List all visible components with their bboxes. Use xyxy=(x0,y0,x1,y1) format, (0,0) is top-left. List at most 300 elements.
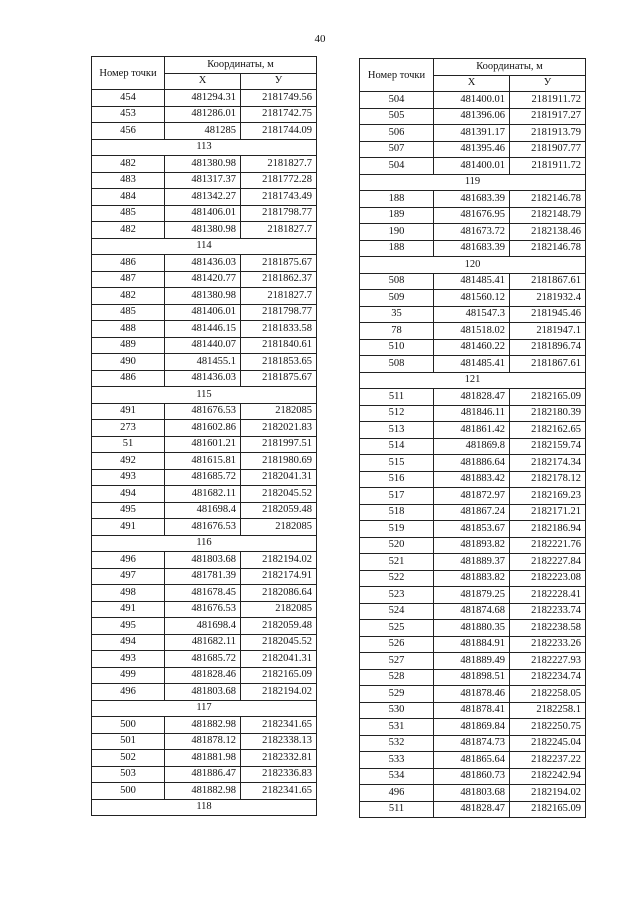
y-coordinate-cell: 2181980.69 xyxy=(241,453,317,470)
y-coordinate-cell: 2181743.49 xyxy=(241,189,317,206)
y-coordinate-cell: 2181744.09 xyxy=(241,123,317,140)
point-number-cell: 456 xyxy=(92,123,165,140)
point-number-cell: 484 xyxy=(92,189,165,206)
y-coordinate-cell: 2182228.41 xyxy=(510,587,586,604)
y-coordinate-cell: 2182186.94 xyxy=(510,521,586,538)
point-number-cell: 503 xyxy=(92,766,165,783)
point-number-cell: 532 xyxy=(360,735,434,752)
table-row xyxy=(360,125,586,142)
y-coordinate-cell: 2181997.51 xyxy=(241,436,317,453)
y-coordinate-cell: 2182059.48 xyxy=(241,502,317,519)
group-row xyxy=(92,139,317,156)
y-coordinate-cell: 2182086.64 xyxy=(241,585,317,602)
y-coordinate-cell: 2182221.76 xyxy=(510,537,586,554)
point-number-cell: 517 xyxy=(360,488,434,505)
x-coordinate-cell: 481380.98 xyxy=(165,288,241,305)
table-row xyxy=(360,108,586,125)
point-number-cell: 533 xyxy=(360,752,434,769)
y-coordinate-cell: 2182338.13 xyxy=(241,733,317,750)
point-number-cell: 493 xyxy=(92,651,165,668)
point-number-cell: 482 xyxy=(92,288,165,305)
y-coordinate-cell: 2182238.58 xyxy=(510,620,586,637)
x-coordinate-cell: 481400.01 xyxy=(434,158,510,175)
y-coordinate-cell: 2182165.09 xyxy=(510,389,586,406)
table-row xyxy=(360,455,586,472)
y-coordinate-cell: 2182045.52 xyxy=(241,634,317,651)
table-row xyxy=(92,172,317,189)
x-coordinate-cell: 481781.39 xyxy=(165,568,241,585)
x-coordinate-cell: 481867.24 xyxy=(434,504,510,521)
x-coordinate-cell: 481874.73 xyxy=(434,735,510,752)
point-number-cell: 501 xyxy=(92,733,165,750)
x-coordinate-cell: 481828.47 xyxy=(434,801,510,818)
table-row xyxy=(360,620,586,637)
table-row xyxy=(360,290,586,307)
x-coordinate-cell: 481406.01 xyxy=(165,205,241,222)
point-number-cell: 526 xyxy=(360,636,434,653)
y-coordinate-cell: 2182242.94 xyxy=(510,768,586,785)
point-number-cell: 512 xyxy=(360,405,434,422)
table-row xyxy=(92,436,317,453)
y-coordinate-cell: 2182041.31 xyxy=(241,469,317,486)
y-coordinate-cell: 2181827.7 xyxy=(241,288,317,305)
point-number-cell: 504 xyxy=(360,158,434,175)
point-number-cell: 511 xyxy=(360,389,434,406)
point-number-cell: 523 xyxy=(360,587,434,604)
group-number: 114 xyxy=(92,238,317,255)
table-row xyxy=(92,255,317,272)
table-row xyxy=(92,321,317,338)
table-row xyxy=(92,304,317,321)
point-number-cell: 483 xyxy=(92,172,165,189)
table-row xyxy=(360,653,586,670)
x-coordinate-cell: 481878.41 xyxy=(434,702,510,719)
table-row xyxy=(360,504,586,521)
y-coordinate-cell: 2182159.74 xyxy=(510,438,586,455)
point-number-cell: 488 xyxy=(92,321,165,338)
y-coordinate-cell: 2181867.61 xyxy=(510,356,586,373)
x-coordinate-cell: 481602.86 xyxy=(165,420,241,437)
point-number-cell: 491 xyxy=(92,519,165,536)
point-number-cell: 521 xyxy=(360,554,434,571)
page-number: 40 xyxy=(314,33,326,45)
y-coordinate-cell: 2182332.81 xyxy=(241,750,317,767)
y-coordinate-cell: 2182162.65 xyxy=(510,422,586,439)
point-number-cell: 500 xyxy=(92,783,165,800)
x-coordinate-cell: 481881.98 xyxy=(165,750,241,767)
y-coordinate-cell: 2182085 xyxy=(241,519,317,536)
x-coordinate-cell: 481828.46 xyxy=(165,667,241,684)
y-coordinate-cell: 2181911.72 xyxy=(510,158,586,175)
table-row xyxy=(92,271,317,288)
y-coordinate-cell: 2181833.58 xyxy=(241,321,317,338)
y-coordinate-cell: 2182146.78 xyxy=(510,191,586,208)
header-y: У xyxy=(510,75,586,92)
table-row xyxy=(92,634,317,651)
point-number-cell: 534 xyxy=(360,768,434,785)
x-coordinate-cell: 481286.01 xyxy=(165,106,241,123)
x-coordinate-cell: 481861.42 xyxy=(434,422,510,439)
x-coordinate-cell: 481673.72 xyxy=(434,224,510,241)
x-coordinate-cell: 481391.17 xyxy=(434,125,510,142)
y-coordinate-cell: 2182233.26 xyxy=(510,636,586,653)
point-number-cell: 486 xyxy=(92,255,165,272)
point-number-cell: 506 xyxy=(360,125,434,142)
x-coordinate-cell: 481460.22 xyxy=(434,339,510,356)
x-coordinate-cell: 481380.98 xyxy=(165,222,241,239)
group-number: 119 xyxy=(360,174,586,191)
x-coordinate-cell: 481882.98 xyxy=(165,717,241,734)
table-row xyxy=(360,537,586,554)
x-coordinate-cell: 481878.12 xyxy=(165,733,241,750)
y-coordinate-cell: 2181945.46 xyxy=(510,306,586,323)
table-row xyxy=(92,486,317,503)
table-row xyxy=(360,306,586,323)
point-number-cell: 497 xyxy=(92,568,165,585)
y-coordinate-cell: 2181742.75 xyxy=(241,106,317,123)
y-coordinate-cell: 2181840.61 xyxy=(241,337,317,354)
x-coordinate-cell: 481898.51 xyxy=(434,669,510,686)
table-row xyxy=(360,389,586,406)
point-number-cell: 482 xyxy=(92,222,165,239)
x-coordinate-cell: 481889.37 xyxy=(434,554,510,571)
y-coordinate-cell: 2182341.65 xyxy=(241,783,317,800)
x-coordinate-cell: 481676.53 xyxy=(165,403,241,420)
y-coordinate-cell: 2182227.93 xyxy=(510,653,586,670)
x-coordinate-cell: 481683.39 xyxy=(434,240,510,257)
x-coordinate-cell: 481400.01 xyxy=(434,92,510,109)
x-coordinate-cell: 481683.39 xyxy=(434,191,510,208)
x-coordinate-cell: 481678.45 xyxy=(165,585,241,602)
x-coordinate-cell: 481853.67 xyxy=(434,521,510,538)
point-number-cell: 485 xyxy=(92,205,165,222)
y-coordinate-cell: 2182180.39 xyxy=(510,405,586,422)
table-row xyxy=(92,733,317,750)
point-number-cell: 78 xyxy=(360,323,434,340)
table-row xyxy=(360,719,586,736)
point-number-cell: 508 xyxy=(360,356,434,373)
x-coordinate-cell: 481676.53 xyxy=(165,519,241,536)
table-row xyxy=(92,469,317,486)
y-coordinate-cell: 2182194.02 xyxy=(510,785,586,802)
x-coordinate-cell: 481886.47 xyxy=(165,766,241,783)
table-row xyxy=(360,224,586,241)
x-coordinate-cell: 481828.47 xyxy=(434,389,510,406)
x-coordinate-cell: 481294.31 xyxy=(165,90,241,107)
y-coordinate-cell: 2182174.91 xyxy=(241,568,317,585)
table-row xyxy=(360,356,586,373)
point-number-cell: 35 xyxy=(360,306,434,323)
y-coordinate-cell: 2182165.09 xyxy=(241,667,317,684)
table-row xyxy=(92,123,317,140)
point-number-cell: 486 xyxy=(92,370,165,387)
point-number-cell: 513 xyxy=(360,422,434,439)
point-number-cell: 487 xyxy=(92,271,165,288)
table-row xyxy=(360,488,586,505)
point-number-cell: 496 xyxy=(92,684,165,701)
point-number-cell: 495 xyxy=(92,502,165,519)
point-number-cell: 510 xyxy=(360,339,434,356)
table-row xyxy=(360,801,586,818)
coordinates-table-right xyxy=(359,58,586,818)
point-number-cell: 518 xyxy=(360,504,434,521)
point-number-cell: 528 xyxy=(360,669,434,686)
point-number-cell: 530 xyxy=(360,702,434,719)
y-coordinate-cell: 2181853.65 xyxy=(241,354,317,371)
group-row xyxy=(360,174,586,191)
x-coordinate-cell: 481406.01 xyxy=(165,304,241,321)
table-row xyxy=(360,669,586,686)
x-coordinate-cell: 481880.35 xyxy=(434,620,510,637)
point-number-cell: 495 xyxy=(92,618,165,635)
y-coordinate-cell: 2182234.74 xyxy=(510,669,586,686)
table-row xyxy=(92,651,317,668)
point-number-cell: 514 xyxy=(360,438,434,455)
point-number-cell: 520 xyxy=(360,537,434,554)
table-row xyxy=(92,568,317,585)
point-number-cell: 496 xyxy=(360,785,434,802)
y-coordinate-cell: 2182138.46 xyxy=(510,224,586,241)
point-number-cell: 515 xyxy=(360,455,434,472)
x-coordinate-cell: 481682.11 xyxy=(165,486,241,503)
table-row xyxy=(92,222,317,239)
table-row xyxy=(92,453,317,470)
x-coordinate-cell: 481395.46 xyxy=(434,141,510,158)
group-number: 117 xyxy=(92,700,317,717)
y-coordinate-cell: 2182085 xyxy=(241,601,317,618)
table-row xyxy=(92,519,317,536)
header-point-number: Номер точки xyxy=(92,57,165,90)
y-coordinate-cell: 2181875.67 xyxy=(241,255,317,272)
table-row xyxy=(92,552,317,569)
y-coordinate-cell: 2182258.05 xyxy=(510,686,586,703)
group-row xyxy=(92,238,317,255)
y-coordinate-cell: 2182237.22 xyxy=(510,752,586,769)
y-coordinate-cell: 2181798.77 xyxy=(241,304,317,321)
x-coordinate-cell: 481676.95 xyxy=(434,207,510,224)
point-number-cell: 511 xyxy=(360,801,434,818)
table-row xyxy=(360,636,586,653)
group-row xyxy=(92,799,317,816)
group-number: 116 xyxy=(92,535,317,552)
table-row xyxy=(360,273,586,290)
y-coordinate-cell: 2181917.27 xyxy=(510,108,586,125)
table-row xyxy=(92,354,317,371)
x-coordinate-cell: 481884.91 xyxy=(434,636,510,653)
x-coordinate-cell: 481446.15 xyxy=(165,321,241,338)
group-number: 118 xyxy=(92,799,317,816)
table-row xyxy=(360,702,586,719)
header-x: X xyxy=(165,73,241,90)
x-coordinate-cell: 481879.25 xyxy=(434,587,510,604)
group-number: 115 xyxy=(92,387,317,404)
table-row xyxy=(360,240,586,257)
point-number-cell: 531 xyxy=(360,719,434,736)
table-row xyxy=(360,422,586,439)
table-row xyxy=(92,684,317,701)
table-row xyxy=(92,667,317,684)
table-row xyxy=(360,735,586,752)
x-coordinate-cell: 481803.68 xyxy=(165,684,241,701)
table-row xyxy=(360,339,586,356)
point-number-cell: 494 xyxy=(92,634,165,651)
point-number-cell: 492 xyxy=(92,453,165,470)
group-row xyxy=(92,700,317,717)
table-row xyxy=(92,403,317,420)
y-coordinate-cell: 2182178.12 xyxy=(510,471,586,488)
header-coordinates: Координаты, м xyxy=(434,59,586,76)
header-y: У xyxy=(241,73,317,90)
x-coordinate-cell: 481883.82 xyxy=(434,570,510,587)
y-coordinate-cell: 2182194.02 xyxy=(241,684,317,701)
x-coordinate-cell: 481317.37 xyxy=(165,172,241,189)
x-coordinate-cell: 481685.72 xyxy=(165,651,241,668)
point-number-cell: 502 xyxy=(92,750,165,767)
group-row xyxy=(92,387,317,404)
table-row xyxy=(360,141,586,158)
y-coordinate-cell: 2182250.75 xyxy=(510,719,586,736)
y-coordinate-cell: 2182165.09 xyxy=(510,801,586,818)
x-coordinate-cell: 481883.42 xyxy=(434,471,510,488)
y-coordinate-cell: 2181947.1 xyxy=(510,323,586,340)
y-coordinate-cell: 2181772.28 xyxy=(241,172,317,189)
table-row xyxy=(360,521,586,538)
point-number-cell: 485 xyxy=(92,304,165,321)
point-number-cell: 489 xyxy=(92,337,165,354)
table-row xyxy=(92,90,317,107)
table-row xyxy=(360,768,586,785)
x-coordinate-cell: 481803.68 xyxy=(165,552,241,569)
x-coordinate-cell: 481860.73 xyxy=(434,768,510,785)
y-coordinate-cell: 2182258.1 xyxy=(510,702,586,719)
y-coordinate-cell: 2182085 xyxy=(241,403,317,420)
y-coordinate-cell: 2181896.74 xyxy=(510,339,586,356)
table-row xyxy=(360,587,586,604)
x-coordinate-cell: 481682.11 xyxy=(165,634,241,651)
table-row xyxy=(92,106,317,123)
x-coordinate-cell: 481846.11 xyxy=(434,405,510,422)
y-coordinate-cell: 2181907.77 xyxy=(510,141,586,158)
x-coordinate-cell: 481803.68 xyxy=(434,785,510,802)
header-point-number: Номер точки xyxy=(360,59,434,92)
table-row xyxy=(92,370,317,387)
y-coordinate-cell: 2182174.34 xyxy=(510,455,586,472)
group-row xyxy=(360,372,586,389)
y-coordinate-cell: 2182194.02 xyxy=(241,552,317,569)
point-number-cell: 525 xyxy=(360,620,434,637)
point-number-cell: 508 xyxy=(360,273,434,290)
point-number-cell: 189 xyxy=(360,207,434,224)
table-row xyxy=(360,471,586,488)
point-number-cell: 524 xyxy=(360,603,434,620)
table-row xyxy=(92,717,317,734)
point-number-cell: 527 xyxy=(360,653,434,670)
x-coordinate-cell: 481560.12 xyxy=(434,290,510,307)
group-number: 120 xyxy=(360,257,586,274)
x-coordinate-cell: 481872.97 xyxy=(434,488,510,505)
point-number-cell: 507 xyxy=(360,141,434,158)
point-number-cell: 496 xyxy=(92,552,165,569)
y-coordinate-cell: 2181932.4 xyxy=(510,290,586,307)
y-coordinate-cell: 2182245.04 xyxy=(510,735,586,752)
x-coordinate-cell: 481485.41 xyxy=(434,273,510,290)
table-row xyxy=(360,554,586,571)
point-number-cell: 188 xyxy=(360,240,434,257)
y-coordinate-cell: 2182146.78 xyxy=(510,240,586,257)
x-coordinate-cell: 481676.53 xyxy=(165,601,241,618)
table-row xyxy=(360,752,586,769)
table-row xyxy=(360,92,586,109)
y-coordinate-cell: 2182227.84 xyxy=(510,554,586,571)
table-row xyxy=(92,156,317,173)
x-coordinate-cell: 481865.64 xyxy=(434,752,510,769)
x-coordinate-cell: 481518.02 xyxy=(434,323,510,340)
y-coordinate-cell: 2182169.23 xyxy=(510,488,586,505)
y-coordinate-cell: 2182171.21 xyxy=(510,504,586,521)
table-row xyxy=(92,420,317,437)
x-coordinate-cell: 481698.4 xyxy=(165,618,241,635)
y-coordinate-cell: 2182223.08 xyxy=(510,570,586,587)
y-coordinate-cell: 2182045.52 xyxy=(241,486,317,503)
y-coordinate-cell: 2182148.79 xyxy=(510,207,586,224)
group-row xyxy=(92,535,317,552)
x-coordinate-cell: 481601.21 xyxy=(165,436,241,453)
x-coordinate-cell: 481380.98 xyxy=(165,156,241,173)
x-coordinate-cell: 481342.27 xyxy=(165,189,241,206)
table-row xyxy=(360,785,586,802)
group-number: 121 xyxy=(360,372,586,389)
point-number-cell: 505 xyxy=(360,108,434,125)
table-row xyxy=(360,438,586,455)
y-coordinate-cell: 2181827.7 xyxy=(241,156,317,173)
x-coordinate-cell: 481455.1 xyxy=(165,354,241,371)
point-number-cell: 273 xyxy=(92,420,165,437)
y-coordinate-cell: 2182059.48 xyxy=(241,618,317,635)
y-coordinate-cell: 2182233.74 xyxy=(510,603,586,620)
point-number-cell: 519 xyxy=(360,521,434,538)
x-coordinate-cell: 481886.64 xyxy=(434,455,510,472)
table-row xyxy=(92,337,317,354)
point-number-cell: 482 xyxy=(92,156,165,173)
y-coordinate-cell: 2181798.77 xyxy=(241,205,317,222)
y-coordinate-cell: 2182336.83 xyxy=(241,766,317,783)
table-row xyxy=(92,502,317,519)
x-coordinate-cell: 481889.49 xyxy=(434,653,510,670)
table-row xyxy=(360,603,586,620)
point-number-cell: 190 xyxy=(360,224,434,241)
y-coordinate-cell: 2182021.83 xyxy=(241,420,317,437)
point-number-cell: 493 xyxy=(92,469,165,486)
coordinates-table-left xyxy=(91,56,317,816)
point-number-cell: 188 xyxy=(360,191,434,208)
x-coordinate-cell: 481547.3 xyxy=(434,306,510,323)
point-number-cell: 500 xyxy=(92,717,165,734)
x-coordinate-cell: 481893.82 xyxy=(434,537,510,554)
group-number: 113 xyxy=(92,139,317,156)
point-number-cell: 490 xyxy=(92,354,165,371)
x-coordinate-cell: 481420.77 xyxy=(165,271,241,288)
table-row xyxy=(92,288,317,305)
point-number-cell: 522 xyxy=(360,570,434,587)
table-row xyxy=(360,405,586,422)
y-coordinate-cell: 2181749.56 xyxy=(241,90,317,107)
table-row xyxy=(360,191,586,208)
point-number-cell: 453 xyxy=(92,106,165,123)
header-coordinates: Координаты, м xyxy=(165,57,317,74)
x-coordinate-cell: 481685.72 xyxy=(165,469,241,486)
point-number-cell: 494 xyxy=(92,486,165,503)
table-row xyxy=(92,750,317,767)
